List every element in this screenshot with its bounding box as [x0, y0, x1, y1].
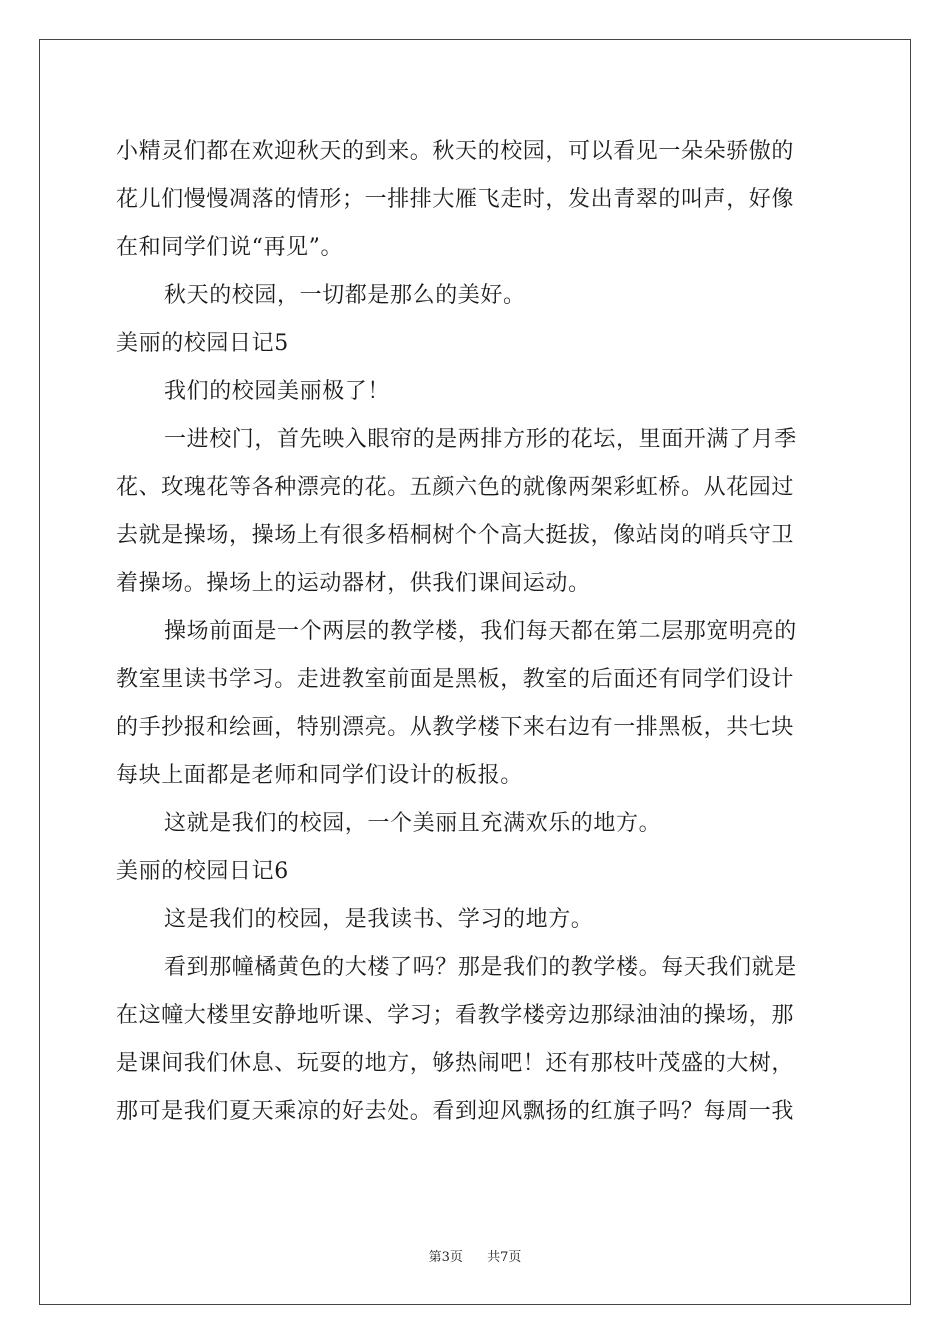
text-line: 花、玫瑰花等各种漂亮的花。五颜六色的就像两架彩虹桥。从花园过: [116, 475, 795, 500]
text-line: 是课间我们休息、玩耍的地方，够热闹吧！还有那枝叶茂盛的大树，: [116, 1051, 795, 1076]
document-body: [116, 128, 836, 1136]
text-line: 我们的校园美丽极了！: [164, 379, 391, 404]
page-total: 共7页: [487, 1250, 522, 1265]
text-line: 一进校门，首先映入眼帘的是两排方形的花坛，里面开满了月季: [164, 427, 797, 452]
text-line: 教室里读书学习。走进教室前面是黑板，教室的后面还有同学们设计: [116, 667, 795, 692]
section-heading: 美丽的校园日记6: [116, 859, 289, 884]
text-line: 秋天的校园，一切都是那么的美好。: [164, 283, 526, 308]
page-number: 第3页: [428, 1250, 463, 1265]
page-footer: [0, 1246, 950, 1265]
text-line: 在这幢大楼里安静地听课、学习；看教学楼旁边那绿油油的操场，那: [116, 1003, 795, 1028]
text-line: 那可是我们夏天乘凉的好去处。看到迎风飘扬的红旗子吗？每周一我: [116, 1099, 795, 1124]
text-line: 看到那幢橘黄色的大楼了吗？那是我们的教学楼。每天我们就是: [164, 955, 797, 980]
text-line: 花儿们慢慢凋落的情形；一排排大雁飞走时，发出青翠的叫声，好像: [116, 187, 795, 212]
text-line: 这就是我们的校园，一个美丽且充满欢乐的地方。: [164, 811, 662, 836]
section-heading: 美丽的校园日记5: [116, 331, 289, 356]
text-line: 操场前面是一个两层的教学楼，我们每天都在第二层那宽明亮的: [164, 619, 797, 644]
text-line: 这是我们的校园，是我读书、学习的地方。: [164, 907, 594, 932]
text-line: 去就是操场，操场上有很多梧桐树个个高大挺拔，像站岗的哨兵守卫: [116, 523, 795, 548]
text-line: 在和同学们说“再见”。: [116, 235, 344, 260]
text-line: 小精灵们都在欢迎秋天的到来。秋天的校园，可以看见一朵朵骄傲的: [116, 139, 795, 164]
text-line: 着操场。操场上的运动器材，供我们课间运动。: [116, 571, 591, 596]
text-line: 的手抄报和绘画，特别漂亮。从教学楼下来右边有一排黑板，共七块: [116, 715, 795, 740]
text-line: 每块上面都是老师和同学们设计的板报。: [116, 763, 523, 788]
